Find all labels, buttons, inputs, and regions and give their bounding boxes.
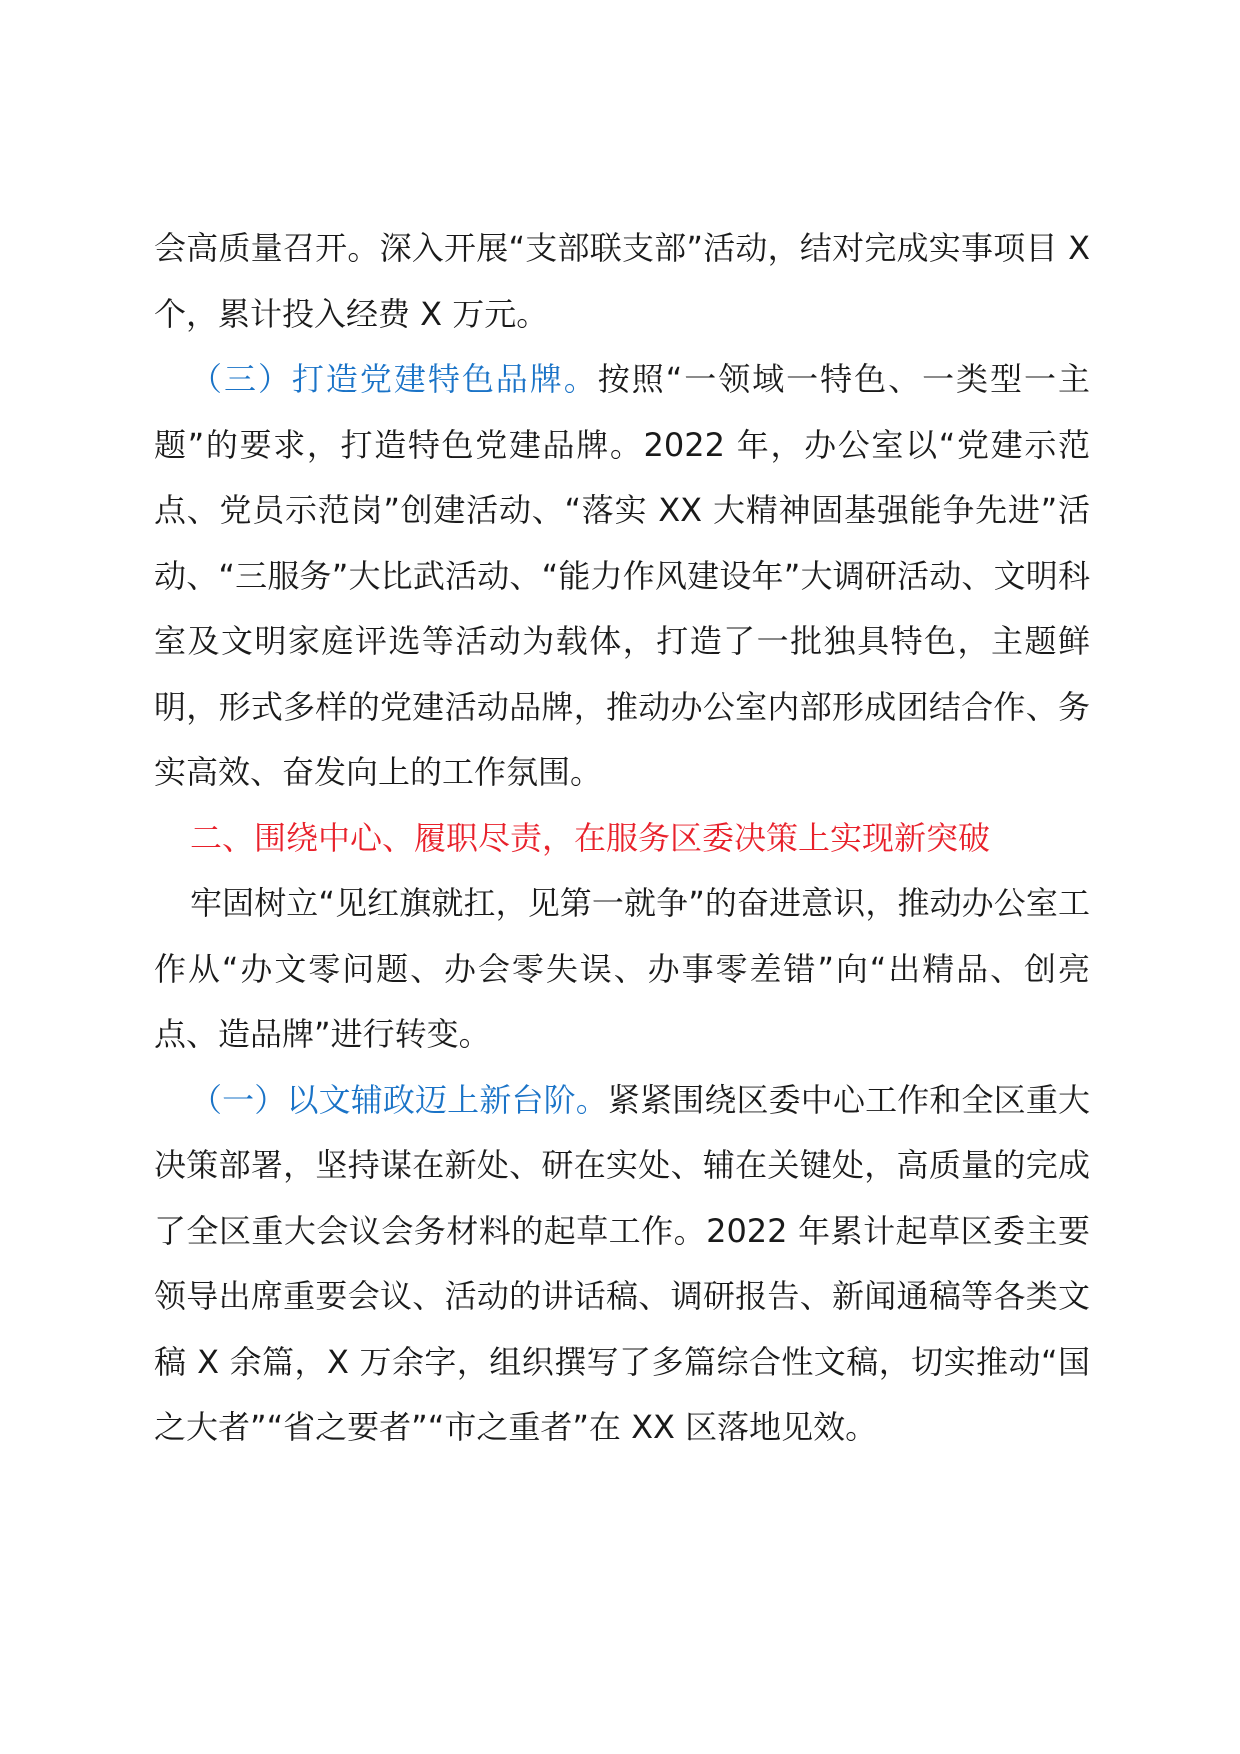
paragraph-text: 按照“一领域一特色、一类型一主题”的要求，打造特色党建品牌。2022 年，办公室以“党建示范点、党员示范岗”创建活动、“落实 XX 大精神固基强能争先进”活动、“三服务”大比武活动、“能力作风建设年”大调研活动、文明科室及文明家庭评选等活动为载体，打造了一批独具特色，主题鲜明，形式多样的党建活动品牌，推动办公室内部形成团结合作、务实高效、奋发向上的工作氛围。 — [154, 360, 1090, 791]
paragraph-text: 牢固树立“见红旗就扛，见第一就争”的奋进意识，推动办公室工作从“办文零问题、办会零失误、办事零差错”向“出精品、创亮点、造品牌”进行转变。 — [154, 884, 1090, 1053]
subsection-heading-party-brand: （三）打造党建特色品牌。 — [190, 360, 598, 398]
paragraph-continuation — [154, 216, 1090, 347]
paragraph-writing-assist — [154, 1068, 1090, 1461]
paragraph-text: 紧紧围绕区委中心工作和全区重大决策部署，坚持谋在新处、研在实处、辅在关键处，高质量的完成了全区重大会议会务材料的起草工作。2022 年累计起草区委主要领导出席重要会议、活动的讲话稿、调研报告、新闻通稿等各类文稿 X 余篇，X 万余字，组织撰写了多篇综合性文稿，切实推动“国之大者”“省之要者”“市之重者”在 XX 区落地见效。 — [154, 1080, 1090, 1446]
document-body — [154, 216, 1090, 1461]
paragraph-party-brand — [154, 347, 1090, 806]
paragraph-section-intro — [154, 871, 1090, 1068]
subsection-heading-writing-assist: （一）以文辅政迈上新台阶。 — [190, 1080, 608, 1119]
section-heading-two: 二、围绕中心、履职尽责，在服务区委决策上实现新突破 — [190, 818, 991, 857]
paragraph-text: 会高质量召开。深入开展“支部联支部”活动，结对完成实事项目 X 个，累计投入经费 X 万元。 — [154, 229, 1090, 333]
